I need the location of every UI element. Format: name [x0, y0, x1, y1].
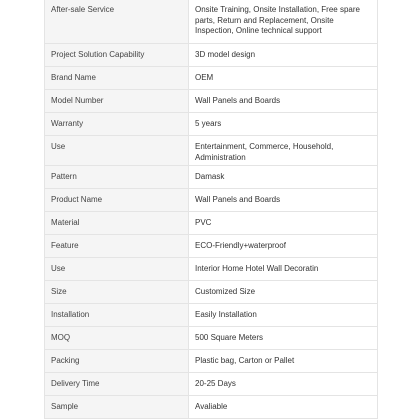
spec-key: Material	[45, 212, 189, 235]
spec-key: After-sale Service	[45, 0, 189, 44]
spec-row-installation	[45, 304, 378, 327]
spec-value: Wall Panels and Boards	[189, 90, 378, 113]
spec-row-warranty	[45, 113, 378, 136]
spec-row-use	[45, 136, 378, 166]
product-specification-table	[44, 0, 378, 419]
spec-value: Customized Size	[189, 281, 378, 304]
spec-row-size	[45, 281, 378, 304]
spec-key: Use	[45, 136, 189, 166]
spec-value: PVC	[189, 212, 378, 235]
spec-row-project-solution-capability	[45, 44, 378, 67]
spec-row-moq	[45, 327, 378, 350]
spec-key: Packing	[45, 350, 189, 373]
spec-value: 5 years	[189, 113, 378, 136]
spec-row-use-interior	[45, 258, 378, 281]
spec-value: Damask	[189, 166, 378, 189]
spec-row-after-sale-service	[45, 0, 378, 44]
spec-key: Installation	[45, 304, 189, 327]
spec-value: 20-25 Days	[189, 373, 378, 396]
spec-key: Pattern	[45, 166, 189, 189]
spec-key: Delivery Time	[45, 373, 189, 396]
spec-row-product-name	[45, 189, 378, 212]
spec-key: Product Name	[45, 189, 189, 212]
spec-value: Onsite Training, Onsite Installation, Free spare parts, Return and Replacement, Onsite Inspection, Online technical support	[189, 0, 378, 44]
spec-value: Interior Home Hotel Wall Decoratin	[189, 258, 378, 281]
spec-row-delivery-time	[45, 373, 378, 396]
spec-row-material	[45, 212, 378, 235]
spec-value: ECO-Friendly+waterproof	[189, 235, 378, 258]
spec-row-packing	[45, 350, 378, 373]
spec-row-brand-name	[45, 67, 378, 90]
spec-key: Project Solution Capability	[45, 44, 189, 67]
spec-key: Brand Name	[45, 67, 189, 90]
spec-row-pattern	[45, 166, 378, 189]
spec-value: Entertainment, Commerce, Household, Administration	[189, 136, 378, 166]
spec-key: Model Number	[45, 90, 189, 113]
spec-key: Feature	[45, 235, 189, 258]
spec-value: OEM	[189, 67, 378, 90]
spec-value: Easily Installation	[189, 304, 378, 327]
spec-value: Wall Panels and Boards	[189, 189, 378, 212]
spec-value: 500 Square Meters	[189, 327, 378, 350]
spec-key: Sample	[45, 396, 189, 419]
spec-value: Avaliable	[189, 396, 378, 419]
spec-key: Use	[45, 258, 189, 281]
spec-key: MOQ	[45, 327, 189, 350]
spec-key: Size	[45, 281, 189, 304]
spec-value: Plastic bag, Carton or Pallet	[189, 350, 378, 373]
spec-row-sample	[45, 396, 378, 419]
spec-row-model-number	[45, 90, 378, 113]
spec-value: 3D model design	[189, 44, 378, 67]
spec-key: Warranty	[45, 113, 189, 136]
spec-row-feature	[45, 235, 378, 258]
